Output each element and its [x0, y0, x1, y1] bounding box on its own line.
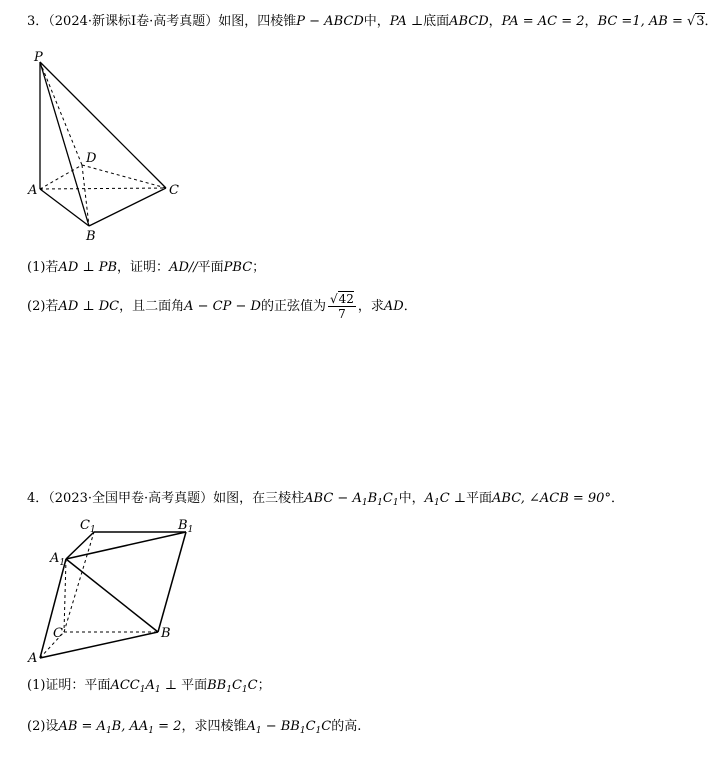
edge-PD — [40, 62, 82, 165]
question-text: ； — [252, 260, 266, 275]
edge-A1C — [64, 559, 66, 632]
label-D: D — [86, 151, 97, 166]
dihedral-angle: A − CP − D — [184, 299, 261, 314]
problem3-number: 3． — [27, 14, 49, 29]
problem3-text: ， — [488, 14, 502, 29]
prism-figure — [20, 512, 220, 672]
label-A: A — [28, 183, 38, 198]
problem3-stem — [27, 13, 718, 31]
question-target: AD// — [169, 260, 198, 275]
label-P: P — [34, 50, 43, 65]
problem3-text: ． — [704, 14, 718, 29]
plane-name: PBC — [223, 260, 253, 275]
question-text: 的正弦值为 — [260, 299, 326, 314]
question-text: ，且二面角 — [119, 299, 185, 314]
label-B1: $B_1$ — [178, 518, 194, 535]
pyramid-name: P − ABCD — [296, 14, 364, 29]
label-C1: $C_1$ — [80, 518, 96, 535]
sqrt-value: 3 — [696, 14, 705, 29]
question-number: (1) — [27, 260, 46, 275]
edge-AD — [40, 165, 82, 189]
perp-symbol: ⊥ — [160, 678, 182, 693]
problem3-text: 底面 — [423, 14, 450, 29]
question-number: (2) — [27, 719, 46, 734]
question-text: 的高. — [331, 719, 362, 734]
edge-A1B — [66, 559, 158, 632]
question-condition: AD ⊥ PB — [58, 260, 118, 275]
question-condition: AB = $A_1B$, $AA_1 = 2$ — [58, 719, 182, 736]
question-number: (2) — [27, 299, 46, 314]
condition-perp: PA ⊥ — [389, 14, 424, 29]
question-text: 平面 — [197, 260, 224, 275]
question-text: ； — [257, 678, 271, 693]
pyramid-name: $A_1 - BB_1C_1C$ — [246, 719, 332, 736]
fraction-denominator: 7 — [338, 307, 346, 321]
condition-bc-ab: BC =1, AB = — [597, 14, 687, 29]
edge-AA1 — [40, 559, 66, 658]
question-text: ，求 — [357, 299, 384, 314]
problem3-source: （2024·新课标Ⅰ卷·高考真题） — [48, 14, 219, 29]
question-condition: AD ⊥ DC — [58, 299, 120, 314]
fraction-sine-value — [328, 292, 356, 321]
question-target: AD — [383, 299, 404, 314]
condition-perp: $A_1C$ ⊥ — [424, 491, 467, 508]
base-name: ABCD — [449, 14, 489, 29]
edge-BC — [89, 188, 166, 226]
question-text: 证明：平面 — [45, 678, 111, 693]
condition-angle: ABC, ∠ACB = 90° — [492, 491, 611, 506]
edge-AC — [40, 188, 166, 189]
question-text: 若 — [45, 260, 59, 275]
label-A1: $A_1$ — [50, 551, 66, 568]
problem4-source: （2023·全国甲卷·高考真题） — [48, 491, 214, 506]
edge-AB — [40, 189, 89, 226]
edge-DB — [82, 165, 89, 226]
question-text: 平面 — [181, 678, 208, 693]
problem3-question1 — [27, 259, 265, 277]
sqrt-symbol: √ — [686, 14, 696, 29]
label-C: C — [53, 626, 63, 641]
problem3-question2 — [27, 292, 417, 321]
problem4-number: 4． — [27, 491, 49, 506]
fraction-numerator: √42 — [329, 292, 354, 306]
problem4-text: 中， — [398, 491, 425, 506]
question-number: (1) — [27, 678, 46, 693]
edge-DC — [82, 165, 166, 188]
question-text: ，证明： — [117, 260, 170, 275]
question-text: ，求四棱锥 — [181, 719, 247, 734]
problem4-stem — [27, 490, 624, 512]
label-B: B — [86, 229, 96, 244]
edge-A1B1 — [66, 532, 186, 559]
label-C: C — [169, 183, 179, 198]
plane-name: $ACC_1A_1$ — [110, 678, 161, 695]
question-text: ． — [403, 299, 417, 314]
label-B: B — [161, 626, 171, 641]
prism-name: ABC − $A_1B_1C_1$ — [304, 491, 399, 508]
pyramid-figure — [20, 48, 220, 248]
problem4-text: ． — [610, 491, 624, 506]
problem4-question1 — [27, 677, 271, 699]
plane-name: $BB_1C_1C$ — [207, 678, 258, 695]
problem3-text: 如图，四棱锥 — [218, 14, 297, 29]
label-A: A — [28, 651, 38, 666]
problem3-text: ， — [584, 14, 598, 29]
problem3-text: 中， — [363, 14, 390, 29]
question-text: 设 — [45, 719, 59, 734]
edge-BB1 — [158, 532, 186, 632]
problem4-text: 如图，在三棱柱 — [213, 491, 305, 506]
question-text: 若 — [45, 299, 59, 314]
condition-lengths: PA = AC = 2 — [501, 14, 585, 29]
sqrt-value: 42 — [338, 292, 354, 306]
problem4-question2 — [27, 718, 361, 740]
problem4-text: 平面 — [466, 491, 493, 506]
